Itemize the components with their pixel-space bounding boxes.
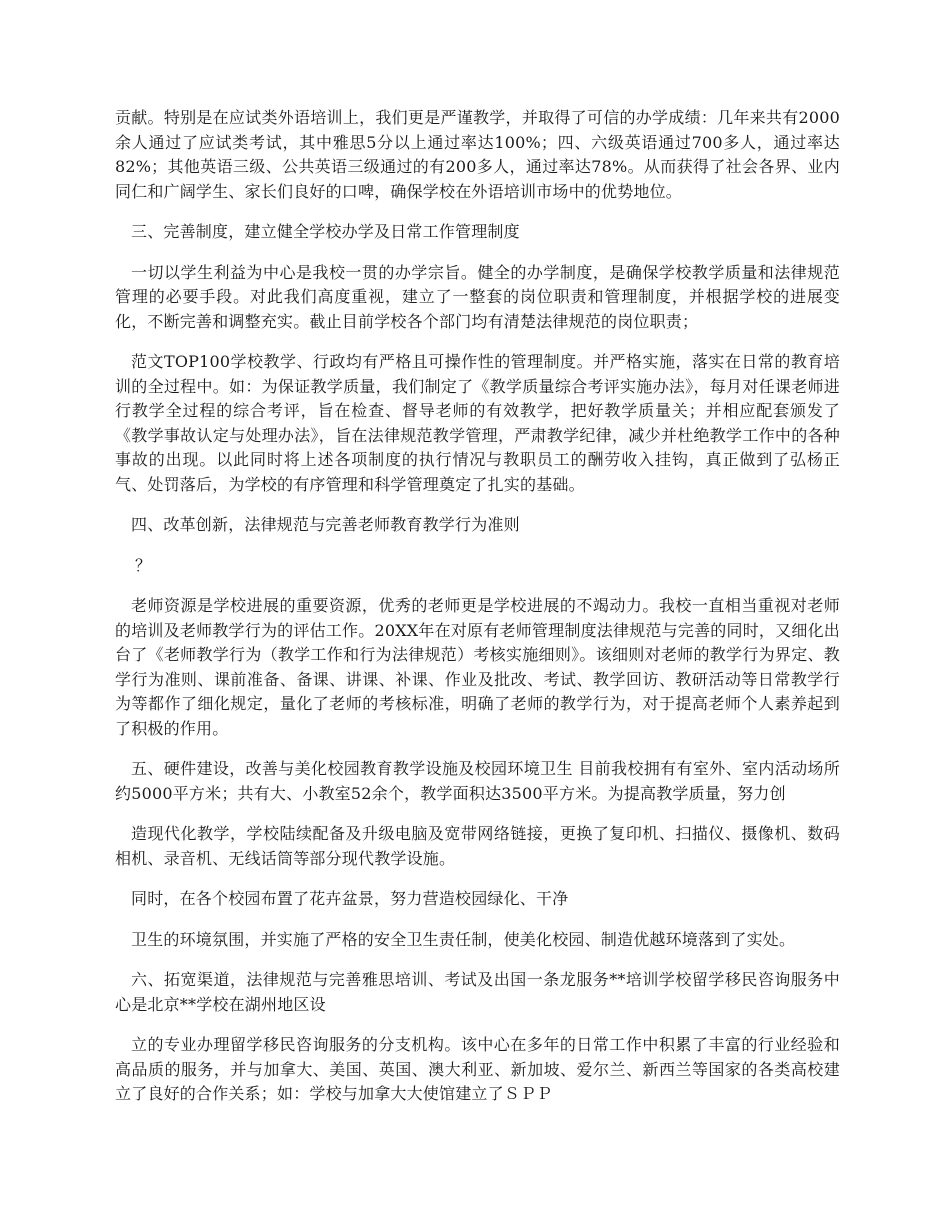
paragraph-achievements: 贡献。特别是在应试类外语培训上，我们更是严谨教学，并取得了可信的办学成绩：几年来共有2000余人通过了应试类考试，其中雅思5分以上通过率达100%；四、六级英语通过700多人，通过率达82%；其他英语三级、公共英语三级通过的有200多人，通过率达78%。从而获得了社会各界、业内同仁和广阔学生、家长们良好的口啤，确保学校在外语培训市场中的优势地位。: [115, 108, 840, 201]
heading-section-3: 三、完善制度，建立健全学校办学及日常工作管理制度: [131, 222, 520, 241]
paragraph-modern-teaching: 造现代化教学，学校陆续配备及升级电脑及宽带网络链接，更换了复印机、扫描仪、摄像机、数码相机、录音机、无线话筒等部分现代教学设施。: [115, 824, 840, 868]
question-mark-line: ？: [135, 555, 152, 575]
document-page: [115, 106, 840, 1123]
paragraph-sanitation: 卫生的环境氛围，并实施了严格的安全卫生责任制，使美化校园、制造优越环境落到了实处。: [131, 929, 796, 949]
paragraph-study-abroad-center: 立的专业办理留学移民咨询服务的分支机构。该中心在多年的日常工作中积累了丰富的行业经验和高品质的服务，并与加拿大、美国、英国、澳大利亚、新加坡、爱尔兰、新西兰等国家的各类高校建立了良好的合作关系；如：学校与加拿大大使馆建立了ＳＰＰ: [115, 1035, 840, 1103]
paragraph-teacher-resources: 老师资源是学校进展的重要资源，优秀的老师更是学校进展的不竭动力。我校一直相当重视对老师的培训及老师教学行为的评估工作。20XX年在对原有老师管理制度法律规范与完善的同时，又细化出台了《老师教学行为（教学工作和行为法律规范）考核实施细则》。该细则对老师的教学行为界定、教学行为准则、课前准备、备课、讲课、补课、作业及批改、考试、教学回访、教研活动等日常教学行为等都作了细化规定，量化了老师的考核标准，明确了老师的教学行为，对于提高老师个人素养起到了积极的作用。: [115, 596, 840, 738]
heading-section-5: 五、硬件建设，改善与美化校园教育教学设施及校园环境卫生 目前我校拥有有室外、室内活动场所约5000平方米；共有大、小教室52余个，教学面积达3500平方米。为提高教学质量，努力创: [115, 759, 840, 803]
heading-section-4: 四、改革创新，法律规范与完善老师教育教学行为准则: [131, 515, 520, 534]
paragraph-campus-greening: 同时，在各个校园布置了花卉盆景，努力营造校园绿化、干净: [131, 889, 569, 908]
paragraph-management-purpose: 一切以学生利益为中心是我校一贯的办学宗旨。健全的办学制度，是确保学校教学质量和法律规范管理的必要手段。对此我们高度重视，建立了一整套的岗位职责和管理制度，并根据学校的进展变化，不断完善和调整充实。截止目前学校各个部门均有清楚法律规范的岗位职责；: [115, 262, 840, 331]
paragraph-management-rules: 范文TOP100学校教学、行政均有严格且可操作性的管理制度。并严格实施，落实在日常的教育培训的全过程中。如：为保证教学质量，我们制定了《教学质量综合考评实施办法》，每月对任课老师进行教学全过程的综合考评，旨在检查、督导老师的有效教学，把好教学质量关；并相应配套颁发了《教学事故认定与处理办法》，旨在法律规范教学管理，严肃教学纪律，减少并杜绝教学工作中的各种事故的出现。以此同时将上述各项制度的执行情况与教职员工的酬劳收入挂钩，真正做到了弘杨正气、处罚落后，为学校的有序管理和科学管理奠定了扎实的基础。: [115, 352, 840, 494]
heading-section-6: 六、拓宽渠道，法律规范与完善雅思培训、考试及出国一条龙服务**培训学校留学移民咨询服务中心是北京**学校在湖州地区设: [115, 970, 840, 1014]
